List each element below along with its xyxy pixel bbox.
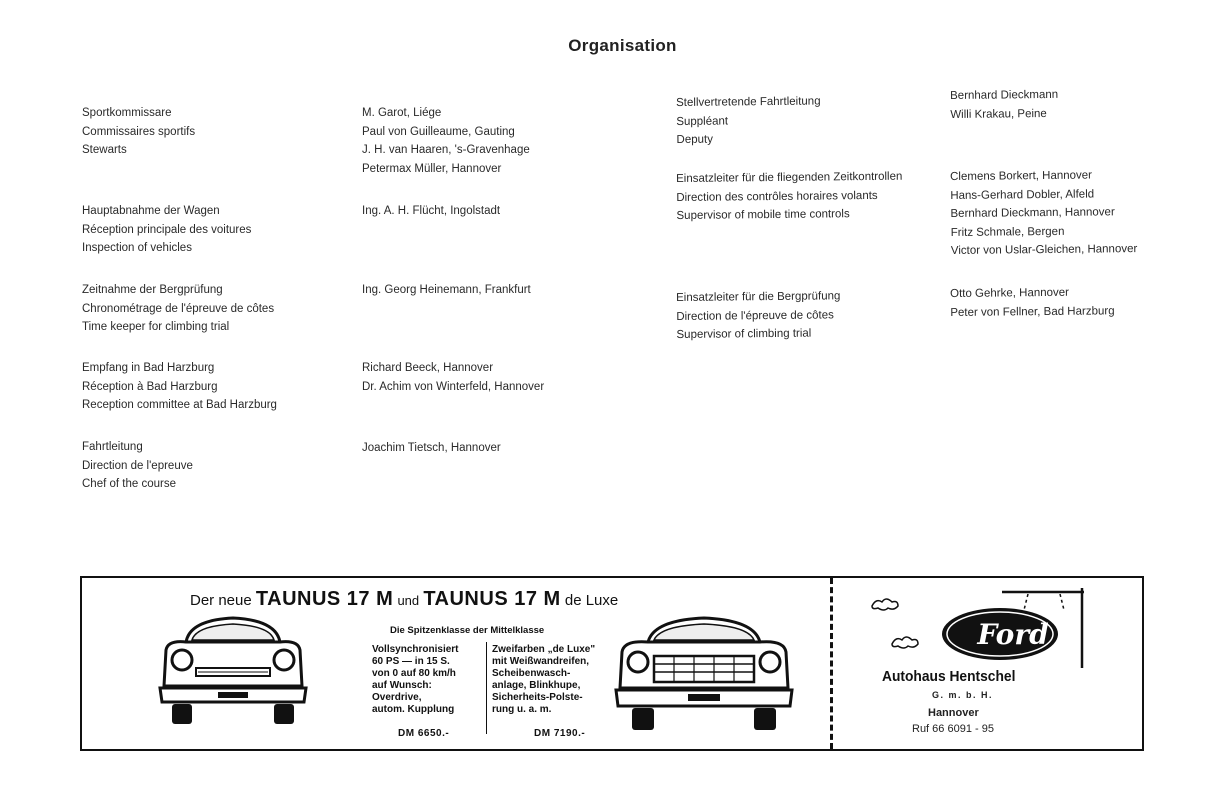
- ad-features-deluxe: Zweifarben „de Luxe" mit Weißwandreifen, Scheibenwasch- anlage, Blinkhupe, Sicherheits-Polste- rung u. a. m.: [492, 644, 596, 715]
- dealer-name: Autohaus Hentschel: [882, 668, 1016, 685]
- dealer-legal-form: G. m. b. H.: [932, 690, 994, 700]
- names-sportkommissare: M. Garot, Liége Paul von Guilleaume, Gauting J. H. van Haaren, 's-Gravenhage Petermax Müller, Hannover: [362, 107, 530, 175]
- names-empfang: Richard Beeck, Hannover Dr. Achim von Winterfeld, Hannover: [362, 362, 545, 393]
- names-bergpruefung: Otto Gehrke, Hannover Peter von Fellner, Bad Harzburg: [950, 286, 1115, 319]
- role-empfang: Empfang in Bad Harzburg Réception à Bad Harzburg Reception committee at Bad Harzburg: [82, 362, 277, 411]
- ad-feature-divider: [486, 642, 487, 734]
- names-fahrtleitung: Joachim Tietsch, Hannover: [362, 442, 501, 454]
- role-stellvertretende: Stellvertretende Fahrtleitung Suppléant Deputy: [676, 95, 821, 146]
- role-fahrtleitung: Fahrtleitung Direction de l'epreuve Chef of the course: [82, 441, 193, 490]
- price-deluxe: DM 7190.-: [534, 728, 586, 739]
- dealer-phone: Ruf 66 6091 - 95: [912, 723, 994, 735]
- ad-subtitle: Die Spitzenklasse der Mittelklasse: [390, 625, 545, 636]
- ad-dashed-divider: [830, 578, 833, 749]
- page-title: Organisation: [568, 36, 677, 55]
- role-hauptabnahme: Hauptabnahme der Wagen Réception principale des voitures Inspection of vehicles: [82, 205, 252, 254]
- names-stellvertretende: Bernhard Dieckmann Willi Krakau, Peine: [950, 88, 1059, 121]
- price-standard: DM 6650.-: [398, 728, 450, 739]
- role-bergpruefung: Einsatzleiter für die Bergprüfung Direction de l'épreuve de côtes Supervisor of climbing trial: [676, 290, 841, 341]
- ford-logo-text: Ford: [977, 618, 1049, 651]
- car-front-left-illustration: [158, 614, 308, 734]
- role-zeitkontrollen: Einsatzleiter für die fliegenden Zeitkontrollen Direction des contrôles horaires volants Supervisor of mobile time controls: [676, 170, 903, 222]
- ad-features-standard: Vollsynchronisiert 60 PS — in 15 S. von 0 auf 80 km/h auf Wunsch: Overdrive, autom. Kupplung: [372, 644, 459, 715]
- ad-headline: Der neue TAUNUS 17 M und TAUNUS 17 M de Luxe: [190, 588, 619, 610]
- names-zeitkontrollen: Clemens Borkert, Hannover Hans-Gerhard Dobler, Alfeld Bernhard Dieckmann, Hannover Fritz Schmale, Bergen Victor von Uslar-Gleichen, Hannover: [950, 169, 1138, 257]
- role-sportkommissare: Sportkommissare Commissaires sportifs Stewarts: [82, 107, 196, 156]
- names-zeitnahme: Ing. Georg Heinemann, Frankfurt: [362, 284, 531, 296]
- dealer-city: Hannover: [928, 707, 979, 719]
- role-zeitnahme: Zeitnahme der Bergprüfung Chronométrage de l'épreuve de côtes Time keeper for climbing trial: [82, 284, 275, 333]
- car-front-right-illustration: [614, 614, 794, 738]
- names-hauptabnahme: Ing. A. H. Flücht, Ingolstadt: [362, 205, 501, 217]
- ford-advertisement: [80, 576, 1144, 751]
